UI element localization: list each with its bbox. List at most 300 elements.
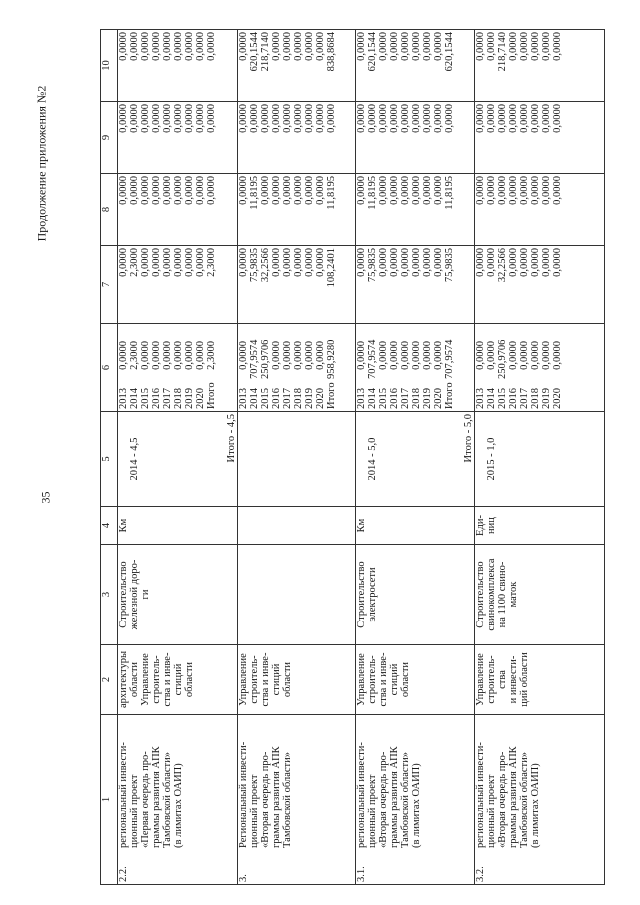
project-title-line: Региональный инвести- xyxy=(238,741,249,848)
value: 0,0000 xyxy=(129,32,140,61)
project-title-line: «Вторая очередь про- xyxy=(497,751,508,848)
object-cell xyxy=(118,545,238,645)
values-cell-c10 xyxy=(238,30,356,102)
year-label: Итого xyxy=(444,382,455,409)
year-label: 2017 xyxy=(519,388,530,409)
value: 0,0000 xyxy=(422,104,433,133)
year-label: 2019 xyxy=(541,388,552,409)
value: 0,0000 xyxy=(486,104,497,133)
value: 108,2401 xyxy=(326,248,337,288)
organization-cell xyxy=(356,645,475,715)
year-label: 2013 xyxy=(356,388,367,409)
value: 0,0000 xyxy=(530,32,541,61)
year-label: 2013 xyxy=(238,388,249,409)
value: 0,0000 xyxy=(356,104,367,133)
year-list xyxy=(475,379,563,409)
value: 0,0000 xyxy=(162,104,173,133)
values-cell-c10 xyxy=(118,30,238,102)
capacity-cell xyxy=(118,412,238,507)
object-line: на 1100 свино- xyxy=(497,561,508,628)
value: 0,0000 xyxy=(552,341,563,370)
value: 620,1544 xyxy=(367,32,378,72)
organization-line: области xyxy=(129,661,140,698)
project-title xyxy=(356,728,422,848)
year-list xyxy=(356,379,455,409)
value: 0,0000 xyxy=(271,341,282,370)
value: 0,0000 xyxy=(389,104,400,133)
organization-line: ций области xyxy=(519,652,530,707)
value: 0,0000 xyxy=(411,32,422,61)
values-cell-c7 xyxy=(238,246,356,324)
year-label: 2020 xyxy=(433,388,444,409)
value: 0,0000 xyxy=(519,341,530,370)
capacity-cell xyxy=(356,412,475,507)
value: 0,0000 xyxy=(195,248,206,277)
value: 0,0000 xyxy=(411,248,422,277)
capacity-range xyxy=(238,414,249,504)
value: 0,0000 xyxy=(378,104,389,133)
year-label: 2017 xyxy=(400,388,411,409)
value: 11,8195 xyxy=(326,176,337,210)
value: 0,0000 xyxy=(184,32,195,61)
value: 0,0000 xyxy=(315,32,326,61)
value: 0,0000 xyxy=(400,176,411,205)
organization-cell xyxy=(475,645,605,715)
value: 0,0000 xyxy=(519,32,530,61)
year-label: 2016 xyxy=(151,388,162,409)
project-title-line: Тамбовской области» xyxy=(400,751,411,848)
value: 0,0000 xyxy=(378,341,389,370)
project-title-line: граммы развития АПК xyxy=(151,746,162,848)
value: 0,0000 xyxy=(304,341,315,370)
organization-line: строитель- xyxy=(151,655,162,704)
project-title-line: ционный проект xyxy=(249,774,260,848)
value-list xyxy=(475,341,563,379)
capacity-range: 2015 - 1,0 xyxy=(486,437,497,481)
value: 0,0000 xyxy=(367,104,378,133)
value: 0,0000 xyxy=(530,104,541,133)
year-label: 2017 xyxy=(162,388,173,409)
value: 0,0000 xyxy=(519,176,530,205)
project-title-line: Тамбовской области» xyxy=(519,751,530,848)
value: 0,0000 xyxy=(530,341,541,370)
value: 0,0000 xyxy=(260,104,271,133)
value: 0,0000 xyxy=(315,341,326,370)
value: 75,9835 xyxy=(444,248,455,283)
appendix-table xyxy=(100,29,605,885)
year-label: 2020 xyxy=(195,388,206,409)
year-label: 2016 xyxy=(508,388,519,409)
year-label: 2018 xyxy=(293,388,304,409)
value: 0,0000 xyxy=(508,248,519,277)
page-number: 35 xyxy=(38,491,53,504)
value: 0,0000 xyxy=(400,341,411,370)
row-number: 2.2. xyxy=(118,866,129,882)
object-cell xyxy=(356,545,475,645)
column-header: 10 xyxy=(101,30,118,102)
value: 0,0000 xyxy=(304,32,315,61)
organization-cell xyxy=(118,645,238,715)
values-cell-c8 xyxy=(475,174,605,246)
year-list xyxy=(238,379,337,409)
project-title xyxy=(475,728,541,848)
value: 0,0000 xyxy=(389,176,400,205)
value: 0,0000 xyxy=(486,248,497,277)
value: 0,0000 xyxy=(541,341,552,370)
column-header: 1 xyxy=(101,715,118,885)
organization-line: Управление xyxy=(356,653,367,706)
value: 0,0000 xyxy=(541,176,552,205)
value: 75,9835 xyxy=(367,248,378,283)
value: 0,0000 xyxy=(411,104,422,133)
value: 0,0000 xyxy=(475,104,486,133)
value: 0,0000 xyxy=(475,248,486,277)
year-label: 2015 xyxy=(140,388,151,409)
value: 707,9574 xyxy=(367,339,378,379)
value: 32,2566 xyxy=(260,248,271,283)
capacity-total: Итого - 5,0 xyxy=(463,414,474,463)
column-header: 7 xyxy=(101,246,118,324)
value: 0,0000 xyxy=(140,32,151,61)
year-label: 2020 xyxy=(315,388,326,409)
value: 75,9835 xyxy=(249,248,260,283)
value: 0,0000 xyxy=(249,104,260,133)
value: 0,0000 xyxy=(530,176,541,205)
column-number-row xyxy=(101,30,118,885)
column-header: 2 xyxy=(101,645,118,715)
value: 2,3000 xyxy=(206,341,217,370)
value: 0,0000 xyxy=(486,341,497,370)
year-label: 2016 xyxy=(271,388,282,409)
object-line: Строительство xyxy=(356,561,367,628)
unit-cell xyxy=(475,507,605,545)
value: 0,0000 xyxy=(195,176,206,205)
table-row xyxy=(238,30,356,885)
value: 0,0000 xyxy=(433,248,444,277)
row-number: 3.1. xyxy=(356,866,367,882)
values-cell-c7 xyxy=(356,246,475,324)
value: 0,0000 xyxy=(162,341,173,370)
year-values-cell xyxy=(356,324,475,412)
project-title-line: региональный инвести- xyxy=(475,742,486,848)
value: 0,0000 xyxy=(206,32,217,61)
column-header: 6 xyxy=(101,324,118,412)
year-label: Итого xyxy=(326,382,337,409)
value: 958,9280 xyxy=(326,339,337,379)
value: 0,0000 xyxy=(151,32,162,61)
project-title-line: ционный проект xyxy=(486,774,497,848)
year-values-cell xyxy=(118,324,238,412)
value: 838,8684 xyxy=(326,32,337,72)
capacity-cell xyxy=(475,412,605,507)
project-title xyxy=(118,728,184,848)
year-label: 2014 xyxy=(367,388,378,409)
value: 0,0000 xyxy=(151,104,162,133)
value: 0,0000 xyxy=(389,341,400,370)
value: 0,0000 xyxy=(151,248,162,277)
organization-line: Управление xyxy=(140,653,151,706)
values-cell-c9 xyxy=(475,102,605,174)
value: 0,0000 xyxy=(433,341,444,370)
project-title-line: ционный проект xyxy=(129,774,140,848)
organization-line: области xyxy=(184,661,195,698)
unit-line: Км xyxy=(356,518,367,533)
value: 0,0000 xyxy=(238,248,249,277)
organization-line: области xyxy=(400,661,411,698)
object-line: ги xyxy=(140,589,151,600)
value: 250,9706 xyxy=(260,339,271,379)
value: 0,0000 xyxy=(238,32,249,61)
capacity-cell xyxy=(238,412,356,507)
object-line: железной доро- xyxy=(129,559,140,630)
values-cell-c9 xyxy=(118,102,238,174)
value: 0,0000 xyxy=(118,248,129,277)
project-title-line: (в лимитах ОАИП) xyxy=(411,763,422,848)
project-title-line: ционный проект xyxy=(367,774,378,848)
value: 0,0000 xyxy=(356,176,367,205)
value: 0,0000 xyxy=(304,176,315,205)
value: 0,0000 xyxy=(356,341,367,370)
unit-line: Еди- xyxy=(475,515,486,536)
value: 0,0000 xyxy=(378,32,389,61)
value: 11,8195 xyxy=(367,176,378,210)
value: 0,0000 xyxy=(389,32,400,61)
value: 32,2566 xyxy=(497,248,508,283)
project-title-line: «Первая очередь про- xyxy=(140,751,151,848)
organization-line: Управление xyxy=(238,653,249,706)
value: 0,0000 xyxy=(486,32,497,61)
value: 0,0000 xyxy=(162,32,173,61)
value: 0,0000 xyxy=(151,176,162,205)
value: 0,0000 xyxy=(140,104,151,133)
rotated-table-area xyxy=(100,30,615,885)
value: 0,0000 xyxy=(304,248,315,277)
row-number: 3.2. xyxy=(475,866,486,882)
year-label: Итого xyxy=(206,382,217,409)
unit-cell xyxy=(118,507,238,545)
values-cell-c7 xyxy=(475,246,605,324)
value: 250,9706 xyxy=(497,339,508,379)
value: 0,0000 xyxy=(508,341,519,370)
year-label: 2014 xyxy=(129,388,140,409)
capacity-total: Итого - 4,5 xyxy=(226,414,237,463)
value: 0,0000 xyxy=(541,104,552,133)
year-values-cell xyxy=(475,324,605,412)
organization-line: области xyxy=(282,661,293,698)
values-cell-c8 xyxy=(238,174,356,246)
value: 0,0000 xyxy=(293,176,304,205)
values-cell-c10 xyxy=(356,30,475,102)
table-row xyxy=(356,30,475,885)
value: 0,0000 xyxy=(282,341,293,370)
year-label: 2014 xyxy=(486,388,497,409)
value: 0,0000 xyxy=(497,176,508,205)
year-label: 2019 xyxy=(304,388,315,409)
organization-line: ства и инве- xyxy=(260,652,271,707)
value: 707,9574 xyxy=(444,339,455,379)
value: 0,0000 xyxy=(530,248,541,277)
value: 0,0000 xyxy=(282,32,293,61)
value: 0,0000 xyxy=(195,341,206,370)
organization-line: строитель- xyxy=(367,655,378,704)
project-title-line: «Вторая очередь про- xyxy=(260,751,271,848)
organization-line: строитель- xyxy=(249,655,260,704)
value: 0,0000 xyxy=(184,248,195,277)
value: 0,0000 xyxy=(475,176,486,205)
value: 0,0000 xyxy=(508,176,519,205)
project-title xyxy=(238,728,293,848)
project-title-line: Тамбовской области» xyxy=(282,751,293,848)
organization-line: ства и инве- xyxy=(162,652,173,707)
values-cell-c8 xyxy=(118,174,238,246)
value: 0,0000 xyxy=(519,248,530,277)
value: 0,0000 xyxy=(508,104,519,133)
organization-line: стиций xyxy=(389,663,400,696)
values-cell-c10 xyxy=(475,30,605,102)
value: 0,0000 xyxy=(173,341,184,370)
year-label: 2019 xyxy=(184,388,195,409)
value: 620,1544 xyxy=(444,32,455,72)
value: 0,0000 xyxy=(271,104,282,133)
year-label: 2018 xyxy=(173,388,184,409)
value: 0,0000 xyxy=(118,341,129,370)
value: 0,0000 xyxy=(293,104,304,133)
value: 0,0000 xyxy=(238,176,249,205)
organization-cell xyxy=(238,645,356,715)
column-header: 4 xyxy=(101,507,118,545)
year-values-cell xyxy=(238,324,356,412)
value: 0,0000 xyxy=(411,176,422,205)
value: 0,0000 xyxy=(282,248,293,277)
value: 0,0000 xyxy=(400,32,411,61)
value: 0,0000 xyxy=(282,176,293,205)
value: 0,0000 xyxy=(282,104,293,133)
value: 0,0000 xyxy=(184,104,195,133)
organization-line: ства и инве- xyxy=(378,652,389,707)
year-label: 2018 xyxy=(530,388,541,409)
value: 0,0000 xyxy=(271,32,282,61)
project-title-line: региональный инвести- xyxy=(118,742,129,848)
organization-line: строитель- xyxy=(486,655,497,704)
value: 620,1544 xyxy=(249,32,260,72)
year-label: 2016 xyxy=(389,388,400,409)
value: 0,0000 xyxy=(400,248,411,277)
object-cell xyxy=(238,545,356,645)
value-list xyxy=(118,341,217,379)
column-header: 8 xyxy=(101,174,118,246)
value: 218,7140 xyxy=(260,32,271,72)
organization-line: Управление xyxy=(475,653,486,706)
value: 0,0000 xyxy=(400,104,411,133)
value: 2,3000 xyxy=(206,248,217,277)
value: 0,0000 xyxy=(433,32,444,61)
value: 0,0000 xyxy=(195,104,206,133)
capacity-range: 2014 - 5,0 xyxy=(367,437,378,481)
value: 0,0000 xyxy=(184,176,195,205)
value: 0,0000 xyxy=(173,176,184,205)
value: 0,0000 xyxy=(422,341,433,370)
project-title-line: граммы развития АПК xyxy=(389,746,400,848)
value: 0,0000 xyxy=(304,104,315,133)
project-title-line: «Вторая очередь про- xyxy=(378,751,389,848)
value: 0,0000 xyxy=(422,248,433,277)
value: 0,0000 xyxy=(315,248,326,277)
object-cell xyxy=(475,545,605,645)
project-title-line: Тамбовской области» xyxy=(162,751,173,848)
organization-line: стиций xyxy=(271,663,282,696)
year-label: 2018 xyxy=(411,388,422,409)
value: 0,0000 xyxy=(162,176,173,205)
value: 0,0000 xyxy=(552,32,563,61)
value: 0,0000 xyxy=(378,176,389,205)
year-label: 2015 xyxy=(497,388,508,409)
value: 0,0000 xyxy=(118,32,129,61)
value: 0,0000 xyxy=(195,32,206,61)
value: 0,0000 xyxy=(326,104,337,133)
value: 0,0000 xyxy=(552,104,563,133)
value: 0,0000 xyxy=(444,104,455,133)
value: 0,0000 xyxy=(173,32,184,61)
values-cell-c9 xyxy=(356,102,475,174)
value: 0,0000 xyxy=(356,248,367,277)
year-label: 2019 xyxy=(422,388,433,409)
year-label: 2015 xyxy=(378,388,389,409)
value: 0,0000 xyxy=(508,32,519,61)
value: 0,0000 xyxy=(271,176,282,205)
value: 0,0000 xyxy=(260,176,271,205)
value: 11,8195 xyxy=(249,176,260,210)
organization-line: ства xyxy=(497,670,508,689)
values-cell-c9 xyxy=(238,102,356,174)
organization-line: стиций xyxy=(173,663,184,696)
table-row xyxy=(475,30,605,885)
value: 0,0000 xyxy=(118,104,129,133)
value: 0,0000 xyxy=(315,176,326,205)
unit-line: ниц xyxy=(486,517,497,534)
value: 218,7140 xyxy=(497,32,508,72)
unit-line: Км xyxy=(118,518,129,533)
value: 0,0000 xyxy=(486,176,497,205)
value: 0,0000 xyxy=(475,341,486,370)
project-title-line: граммы развития АПК xyxy=(271,746,282,848)
object-line: маток xyxy=(508,581,519,608)
project-title-line: региональный инвести- xyxy=(356,742,367,848)
year-label: 2013 xyxy=(475,388,486,409)
project-cell xyxy=(356,715,475,885)
value: 0,0000 xyxy=(378,248,389,277)
value: 0,0000 xyxy=(422,176,433,205)
appendix-heading: Продолжение приложения №2 xyxy=(34,85,49,242)
value: 0,0000 xyxy=(293,341,304,370)
value: 0,0000 xyxy=(140,341,151,370)
value: 0,0000 xyxy=(552,248,563,277)
project-cell xyxy=(475,715,605,885)
value-list xyxy=(356,341,455,379)
unit-cell xyxy=(356,507,475,545)
value: 0,0000 xyxy=(541,248,552,277)
value: 0,0000 xyxy=(315,104,326,133)
value: 0,0000 xyxy=(389,248,400,277)
project-title-line: граммы развития АПК xyxy=(508,746,519,848)
organization-line: архитектуры xyxy=(118,651,129,708)
project-title-line: (в лимитах ОАИП) xyxy=(173,763,184,848)
table-row xyxy=(118,30,238,885)
value: 0,0000 xyxy=(552,176,563,205)
value: 0,0000 xyxy=(140,248,151,277)
table-body xyxy=(118,30,605,885)
value: 2,3000 xyxy=(129,341,140,370)
value: 0,0000 xyxy=(173,248,184,277)
